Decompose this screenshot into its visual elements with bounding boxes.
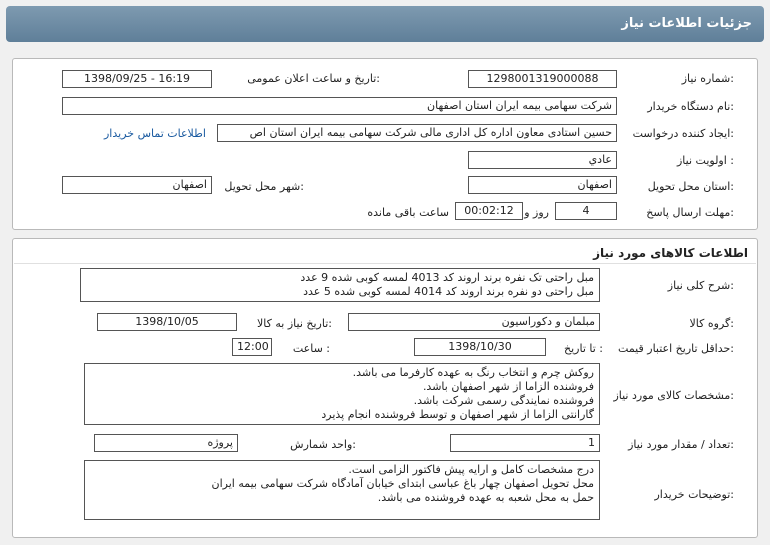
unit-field[interactable]: پروژه	[94, 434, 238, 452]
buyer-org-label: نام دستگاه خریدار:	[647, 100, 734, 113]
buyer-notes-field[interactable]: درج مشخصات کامل و ارایه پیش فاکتور الزامی است. محل تحویل اصفهان چهار باغ عباسی ابتدای خیابان آمادگاه شرکت سهامی بیمه ایران حمل به محل شعبه به عهده فروشنده می باشد.	[84, 460, 600, 520]
specs-field[interactable]: روکش چرم و انتخاب رنگ به عهده کارفرما می باشد. فروشنده الزاما از شهر اصفهان باشد. فروشنده نمایندگی رسمی شرکت باشد. گارانتی الزاما از شهر اصفهان و توسط فروشنده انجام پذیرد	[84, 363, 600, 425]
deadline-days-field[interactable]: 4	[555, 202, 617, 220]
page-header	[6, 6, 764, 42]
buyer-org-field[interactable]: شرکت سهامی بیمه ایران استان اصفهان	[62, 97, 617, 115]
deadline-label: مهلت ارسال پاسخ:	[646, 206, 734, 219]
unit-label: واحد شمارش:	[290, 438, 356, 451]
province-field[interactable]: اصفهان	[468, 176, 617, 194]
goods-section-title: اطلاعات کالاهای مورد نیاز	[593, 246, 748, 260]
quantity-field[interactable]: 1	[450, 434, 600, 452]
until-date-label: تا تاریخ :	[564, 342, 603, 355]
goods-group-label: گروه کالا:	[689, 317, 734, 330]
city-label: شهر محل تحویل:	[224, 180, 304, 193]
goods-group-field[interactable]: مبلمان و دکوراسیون	[348, 313, 600, 331]
announce-date-label: تاریخ و ساعت اعلان عمومی:	[247, 72, 380, 85]
creator-label: ایجاد کننده درخواست:	[632, 127, 734, 140]
priority-label: اولویت نیاز :	[676, 154, 734, 167]
creator-field[interactable]: حسین استادی معاون اداره کل اداری مالی شرکت سهامی بیمه ایران استان اص	[217, 124, 617, 142]
need-number-label: شماره نیاز:	[681, 72, 734, 85]
general-desc-label: شرح کلی نیاز:	[667, 279, 734, 292]
need-number-field[interactable]: 1298001319000088	[468, 70, 617, 88]
specs-label: مشخصات کالای مورد نیاز:	[613, 389, 734, 402]
hour-label: ساعت :	[292, 342, 330, 355]
general-desc-field[interactable]: مبل راحتی تک نفره برند اروند کد 4013 لمسه کوبی شده 9 عدد مبل راحتی دو نفره برند اروند کد 4014 لمسه کوبی شده 5 عدد	[80, 268, 600, 302]
min-price-date-label: حداقل تاریخ اعتبار قیمت:	[618, 342, 734, 355]
priority-field[interactable]: عادي	[468, 151, 617, 169]
need-date-field[interactable]: 1398/10/05	[97, 313, 237, 331]
announce-date-field[interactable]: 1398/09/25 - 16:19	[62, 70, 212, 88]
goods-divider	[14, 263, 756, 264]
province-label: استان محل تحویل:	[647, 180, 734, 193]
page-title: جزئیات اطلاعات نیاز	[621, 16, 752, 31]
need-date-label: تاریخ نیاز به کالا:	[257, 317, 332, 330]
until-date-field[interactable]: 1398/10/30	[414, 338, 546, 356]
time-left-field[interactable]: 00:02:12	[455, 202, 523, 220]
city-field[interactable]: اصفهان	[62, 176, 212, 194]
days-and-label: روز و	[524, 206, 549, 219]
buyer-notes-label: توضیحات خریدار:	[654, 488, 734, 501]
remaining-label: ساعت باقی مانده	[367, 206, 449, 219]
quantity-label: تعداد / مقدار مورد نیاز:	[628, 438, 734, 451]
hour-field[interactable]: 12:00	[232, 338, 272, 356]
buyer-contact-link[interactable]: اطلاعات تماس خریدار	[104, 127, 206, 140]
